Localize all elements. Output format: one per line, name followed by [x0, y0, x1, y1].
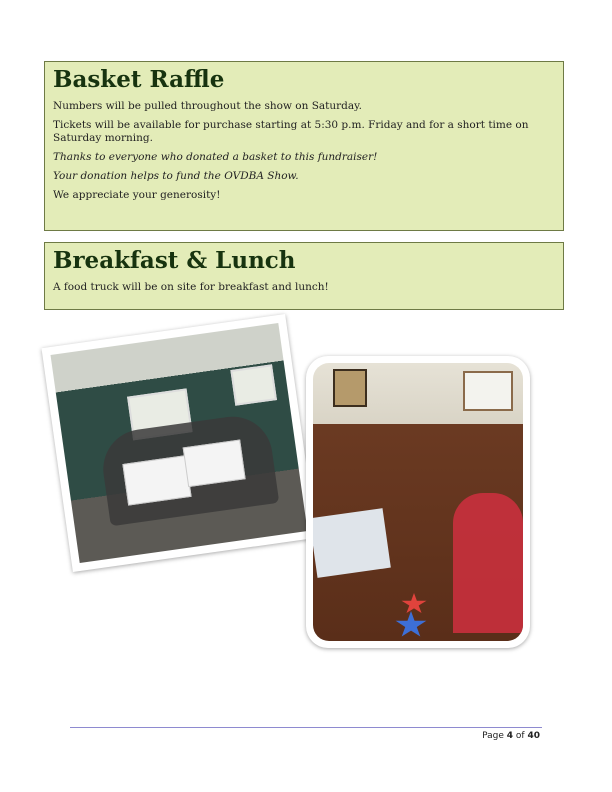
- footer-rule: [70, 727, 542, 728]
- basket-raffle-heading: Basket Raffle: [53, 66, 225, 93]
- craft-table-photo: [306, 356, 530, 648]
- breakfast-lunch-section: [44, 242, 564, 310]
- poster-right: [183, 439, 246, 487]
- raffle-paragraph-1: Numbers will be pulled throughout the show on Saturday.: [53, 100, 363, 112]
- kitchen-window: [463, 371, 513, 411]
- window-right: [230, 364, 277, 405]
- raffle-thanks-text: Thanks to everyone who donated a basket to this fundraiser!: [53, 151, 378, 163]
- blue-star: [395, 611, 427, 639]
- red-star: [401, 593, 427, 615]
- page-total: 40: [527, 731, 540, 741]
- raffle-appreciation-text: We appreciate your generosity!: [53, 189, 221, 201]
- wall-picture: [333, 369, 367, 407]
- food-truck-text: A food truck will be on site for breakfast and lunch!: [53, 281, 329, 293]
- raffle-paragraph-2: Tickets will be available for purchase starting at 5:30 p.m. Friday and for a short time on Saturday morning.: [53, 119, 529, 144]
- page-prefix: Page: [482, 731, 507, 741]
- group-photo-image: [51, 323, 308, 563]
- child-right: [453, 493, 523, 633]
- white-cloth: [313, 508, 391, 578]
- page-separator: of: [513, 731, 528, 741]
- page-number: [482, 731, 540, 741]
- basket-raffle-section: [44, 61, 564, 231]
- raffle-donation-text: Your donation helps to fund the OVDBA Show.: [53, 170, 299, 182]
- poster-left: [122, 455, 191, 505]
- group-photo: [41, 314, 316, 572]
- breakfast-lunch-heading: Breakfast & Lunch: [53, 247, 296, 274]
- craft-table-image: [313, 363, 523, 641]
- page-current: 4: [506, 731, 514, 741]
